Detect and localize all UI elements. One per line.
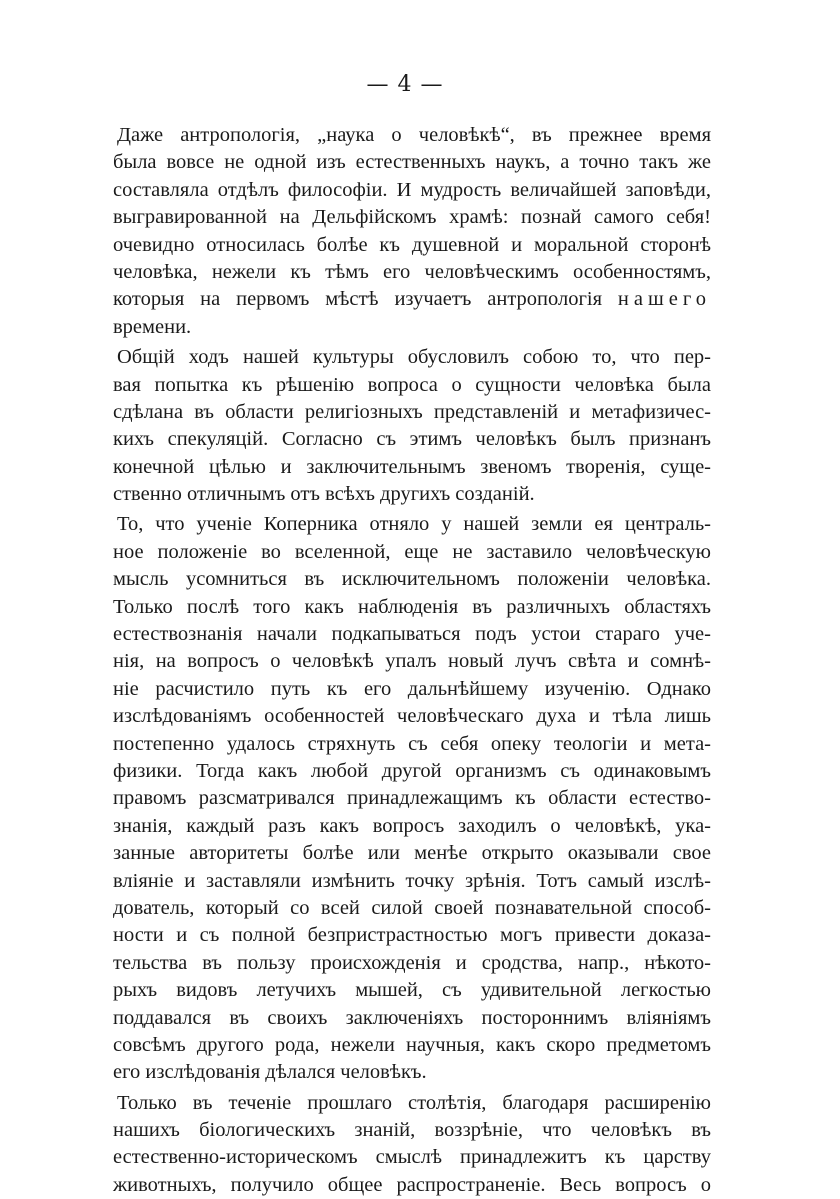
text-line: правомъ разсматривался принадлежащимъ къ области естество-: [113, 787, 711, 810]
paragraph-4: [113, 1090, 711, 1199]
text-line: человѣка, нежели къ тѣмъ его человѣческимъ особенностямъ,: [113, 260, 711, 283]
page-number: — 4 —: [366, 72, 444, 97]
text-line: Только въ теченіе прошлаго столѣтія, благодаря расширенію: [117, 1091, 711, 1114]
text-line: составляла отдѣлъ философіи. И мудрость величайшей заповѣди,: [113, 178, 711, 201]
text-line: конечной цѣлью и заключительнымъ звеномъ творенія, суще-: [113, 455, 711, 478]
text-line: Даже антропологія, „наука о человѣкѣ“, въ прежнее время: [117, 124, 711, 146]
text-line: занные авторитеты болѣе или менѣе открыто оказывали свое: [113, 842, 711, 865]
text-line: вая попытка къ рѣшенію вопроса о сущности человѣка была: [113, 373, 711, 396]
text-line: очевидно относилась болѣе къ душевной и моральной сторонѣ: [113, 233, 711, 256]
text-line: знанія, каждый разъ какъ вопросъ заходилъ о человѣкѣ, ука-: [113, 814, 711, 837]
emphasized-word: нашего: [617, 288, 711, 311]
text-line: рыхъ видовъ летучихъ мышей, съ удивительной легкостью: [113, 979, 711, 1002]
text-fragment: которыя на первомъ мѣстѣ изучаетъ антропологія: [113, 288, 618, 311]
text-line: кихъ спекуляцій. Согласно съ этимъ человѣкъ былъ признанъ: [113, 428, 711, 451]
text-line: То, что ученіе Коперника отняло у нашей земли ея централь-: [117, 513, 711, 536]
text-line: нашихъ біологическихъ знаній, воззрѣніе, что человѣкъ въ: [113, 1119, 711, 1142]
text-line: Общій ходъ нашей культуры обусловилъ собою то, что пер-: [117, 346, 711, 369]
text-line: изслѣдованіямъ особенностей человѣческаго духа и тѣла лишь: [113, 705, 711, 728]
text-line: Только послѣ того какъ наблюденія въ различныхъ областяхъ: [113, 595, 711, 618]
text-line: выгравированной на Дельфійскомъ храмѣ: познай самого себя!: [113, 206, 711, 229]
text-line: была вовсе не одной изъ естественныхъ наукъ, а точно такъ же: [113, 151, 711, 174]
text-line: ности и съ полной безпристрастностью могъ привести доказа-: [113, 924, 711, 947]
text-line: мысль усомниться въ исключительномъ положеніи человѣка.: [113, 568, 711, 591]
text-line: вліяніе и заставляли измѣнить точку зрѣнія. Тотъ самый изслѣ-: [113, 869, 711, 892]
text-line: нія, на вопросъ о человѣкѣ упалъ новый лучъ свѣта и сомнѣ-: [113, 650, 711, 673]
text-line: ніе расчистило путь къ его дальнѣйшему изученію. Однако: [113, 677, 711, 700]
text-line: естествознанія начали подкапываться подъ устои стараго уче-: [113, 623, 711, 646]
text-line: естественно-историческомъ смыслѣ принадлежитъ къ царству: [113, 1146, 711, 1169]
text-line: животныхъ, получило общее распространеніе. Весь вопросъ о: [113, 1173, 711, 1196]
text-line: [113, 286, 711, 313]
text-line: физики. Тогда какъ любой другой организмъ съ одинаковымъ: [113, 759, 711, 782]
text-line: ственно отличнымъ отъ всѣхъ другихъ созданій.: [113, 483, 535, 506]
text-line: постепенно удалось стряхнуть съ себя опеку теологіи и мета-: [113, 732, 711, 755]
text-line: ное положеніе во вселенной, еще не заставило человѣческую: [113, 540, 711, 563]
paragraph-2: [113, 344, 711, 508]
text-line: тельства въ пользу происхожденія и сродства, напр., нѣкото-: [113, 951, 711, 974]
paragraph-3: [113, 511, 711, 1086]
text-line: времени.: [113, 315, 192, 338]
text-line: совсѣмъ другого рода, нежели научныя, какъ скоро предметомъ: [113, 1033, 711, 1056]
text-line: поддавался въ своихъ заключеніяхъ постороннимъ вліяніямъ: [113, 1006, 711, 1029]
body-text: [113, 122, 711, 1199]
text-line: дователь, который со всей силой своей познавательной способ-: [113, 896, 711, 919]
paragraph-1: [113, 122, 711, 341]
text-line: его изслѣдованія дѣлался человѣкъ.: [113, 1061, 427, 1084]
text-line: сдѣлана въ области религіозныхъ представленій и метафизичес-: [113, 400, 711, 423]
